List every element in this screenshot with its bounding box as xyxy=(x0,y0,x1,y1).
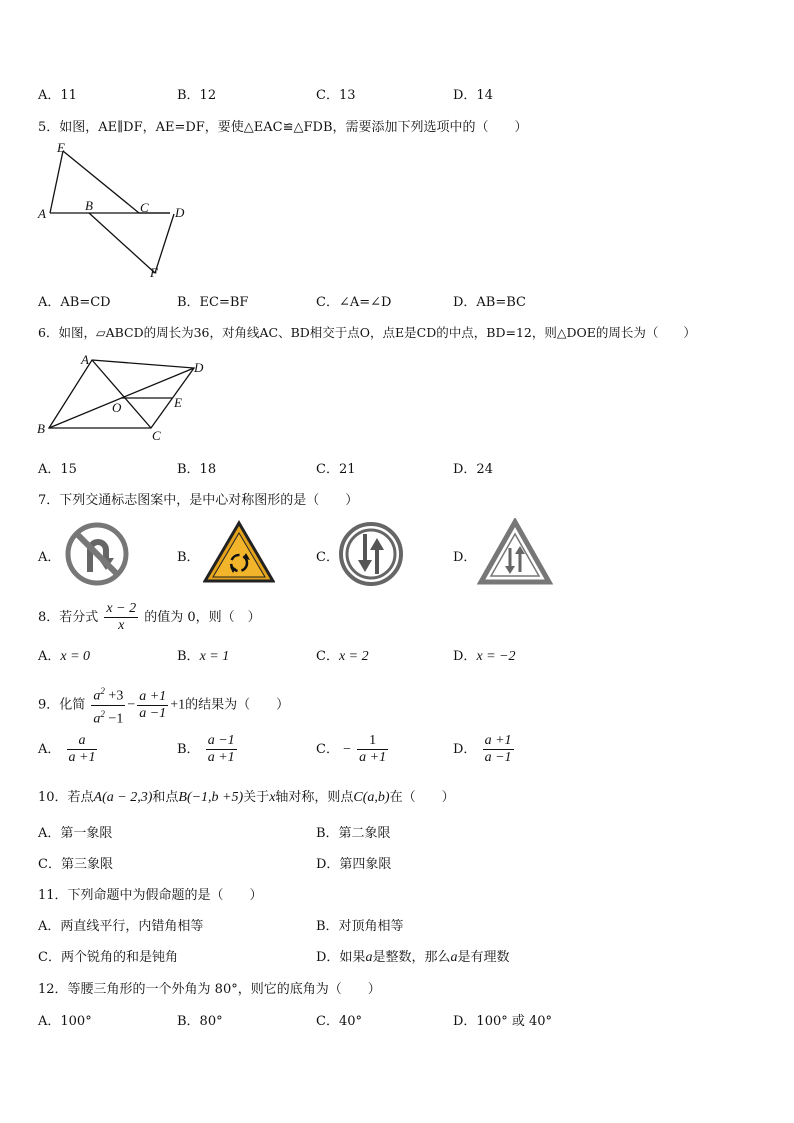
q10-stem-mid: 和点 xyxy=(152,790,179,805)
two-way-traffic-sign-icon xyxy=(337,520,405,588)
q9-option-b-fraction xyxy=(206,733,237,766)
q9-fraction-1-denominator xyxy=(91,706,125,728)
q12-option-a: A．100° xyxy=(38,1014,92,1029)
two-way-traffic-warning-sign-icon xyxy=(477,518,553,586)
q6-option-c: C．21 xyxy=(316,462,356,477)
q11-option-d-var2: a xyxy=(450,950,458,965)
q9-option-c-numerator: 1 xyxy=(357,733,388,750)
q9-fraction-2-denominator: a −1 xyxy=(139,705,167,721)
q7-option-a-label: A． xyxy=(38,550,61,565)
q9-option-c-label: C． xyxy=(316,742,339,757)
q5-label-b: B xyxy=(85,198,93,213)
q5-option-a: A．AB=CD xyxy=(38,295,111,310)
q9-option-d-label: D． xyxy=(453,742,477,757)
q8-fraction-denominator: x xyxy=(118,618,125,633)
q5-label-f: F xyxy=(150,265,158,280)
q9-stem xyxy=(38,683,289,727)
q8-fraction-numerator: x − 2 xyxy=(106,601,137,616)
q12-option-d: D．100° 或 40° xyxy=(453,1014,553,1029)
q5-option-d: D．AB=BC xyxy=(453,295,526,310)
q9-option-a-numerator: a xyxy=(67,733,98,750)
q9-option-a-label: A． xyxy=(38,742,61,757)
q8-stem xyxy=(38,601,261,634)
q9-option-b xyxy=(177,733,239,766)
q9-option-d-numerator: a +1 xyxy=(484,733,512,748)
q9-option-d-denominator: a −1 xyxy=(484,750,512,765)
q6-option-b: B．18 xyxy=(177,462,217,477)
q8-option-d-value: x = −2 xyxy=(476,649,516,664)
q11-option-d-var1: a xyxy=(365,950,373,965)
q9-minus: − xyxy=(127,697,136,713)
q11-option-c: C．两个锐角的和是钝角 xyxy=(38,950,178,965)
q5-label-a: A xyxy=(38,206,46,221)
q9-option-a-denominator: a +1 xyxy=(68,750,96,765)
q9-option-c-sign: − xyxy=(343,742,351,757)
q5-option-c: C．∠A=∠D xyxy=(316,295,392,310)
q10-stem-mid2: 关于 xyxy=(243,790,270,805)
q10-stem xyxy=(38,786,455,806)
q5-label-e: E xyxy=(57,140,65,155)
q5-figure xyxy=(34,140,194,285)
q9-f1-num-sup: 2 xyxy=(100,686,105,696)
q6-label-o: O xyxy=(112,400,122,415)
q10-point-a: A(a − 2,3) xyxy=(93,790,153,805)
q12-option-c: C．40° xyxy=(316,1014,362,1029)
q9-option-d xyxy=(453,733,516,766)
q6-option-a: A．15 xyxy=(38,462,77,477)
q10-option-b: B．第二象限 xyxy=(316,826,391,841)
q6-option-d: D．24 xyxy=(453,462,493,477)
q9-f1-num-base: a xyxy=(93,688,101,704)
q11-option-a: A．两直线平行，内错角相等 xyxy=(38,919,204,934)
q8-option-a-value: x = 0 xyxy=(60,649,91,664)
q9-option-c xyxy=(316,733,390,766)
q9-stem-post: 的结果为（ ） xyxy=(185,697,290,713)
q9-option-a xyxy=(38,733,99,766)
q10-axis: x xyxy=(269,790,276,805)
q8-option-a xyxy=(38,645,90,665)
q9-f1-den-sup: 2 xyxy=(100,708,105,719)
q5-stem: 5．如图，AE∥DF，AE=DF，要使△EAC≌△FDB，需要添加下列选项中的（ ） xyxy=(38,120,528,135)
q9-f1-den-base: a xyxy=(93,711,101,727)
q8-option-a-label: A． xyxy=(38,649,61,664)
q9-option-c-fraction xyxy=(357,733,388,766)
q4-option-a: A．11 xyxy=(38,88,77,103)
q10-point-c: C(a,b) xyxy=(353,790,390,805)
q11-option-d-pre: D．如果 xyxy=(316,950,366,965)
q4-option-b: B．12 xyxy=(177,88,217,103)
q10-option-c: C．第三象限 xyxy=(38,857,113,872)
q9-fraction-2-numerator: a +1 xyxy=(139,688,167,704)
q6-label-d: D xyxy=(194,360,204,375)
q9-fraction-1-numerator xyxy=(91,683,125,706)
q10-stem-post: 在（ ） xyxy=(389,790,455,805)
q4-option-c: C．13 xyxy=(316,88,356,103)
q8-option-c xyxy=(316,645,369,665)
q12-stem: 12．等腰三角形的一个外角为 80°，则它的底角为（ ） xyxy=(38,982,381,997)
q8-option-d-label: D． xyxy=(453,649,477,664)
q9-option-b-numerator: a −1 xyxy=(207,733,235,748)
q6-label-c: C xyxy=(152,428,161,443)
no-u-turn-sign-icon xyxy=(63,520,131,588)
q10-option-a: A．第一象限 xyxy=(38,826,113,841)
roundabout-warning-sign-icon xyxy=(203,520,275,584)
q7-option-d-label: D． xyxy=(453,550,477,565)
q5-option-b: B．EC=BF xyxy=(177,295,249,310)
q8-stem-pre: 8．若分式 xyxy=(38,610,99,625)
q8-fraction xyxy=(104,601,138,634)
q8-option-b-label: B． xyxy=(177,649,200,664)
q6-figure xyxy=(34,350,214,445)
q11-option-d-post: 是有理数 xyxy=(457,950,510,965)
q12-option-b: B．80° xyxy=(177,1014,223,1029)
q9-f1-den-rest: −1 xyxy=(104,711,124,727)
q9-option-b-denominator: a +1 xyxy=(207,750,235,765)
q10-stem-pre: 10．若点 xyxy=(38,790,94,805)
q9-stem-pre: 9．化简 xyxy=(38,697,86,713)
q9-fraction-1 xyxy=(91,683,125,727)
q7-option-c-label: C． xyxy=(316,550,339,565)
q5-label-c: C xyxy=(140,200,149,215)
q8-option-d xyxy=(453,645,516,665)
q10-option-d: D．第四象限 xyxy=(316,857,392,872)
q9-option-d-fraction xyxy=(483,733,514,766)
q9-option-a-fraction xyxy=(67,733,98,766)
q11-stem: 11．下列命题中为假命题的是（ ） xyxy=(38,888,263,903)
q6-stem: 6．如图，▱ABCD的周长为36，对角线AC、BD相交于点O，点E是CD的中点，BD=12，则△DOE的周长为（ ） xyxy=(38,325,696,340)
q8-stem-post: 的值为 0，则（ ） xyxy=(144,610,261,625)
q11-option-d-mid: 是整数，那么 xyxy=(372,950,451,965)
q9-plus-one: +1 xyxy=(170,697,186,713)
q8-option-b-value: x = 1 xyxy=(199,649,230,664)
q6-label-a: A xyxy=(81,352,89,367)
q7-stem: 7．下列交通标志图案中，是中心对称图形的是（ ） xyxy=(38,493,359,508)
q10-stem-mid3: 轴对称，则点 xyxy=(275,790,354,805)
q11-option-d xyxy=(316,946,509,966)
q10-point-b: B(−1,b +5) xyxy=(178,790,244,805)
q9-option-b-label: B． xyxy=(177,742,200,757)
q8-option-c-label: C． xyxy=(316,649,339,664)
q9-option-c-denominator: a +1 xyxy=(359,750,387,765)
q4-option-d: D．14 xyxy=(453,88,493,103)
q8-option-b xyxy=(177,645,229,665)
q6-label-b: B xyxy=(37,421,45,436)
q8-option-c-value: x = 2 xyxy=(338,649,369,664)
q11-option-b: B．对顶角相等 xyxy=(316,919,404,934)
q5-label-d: D xyxy=(175,205,185,220)
q9-f1-num-rest: +3 xyxy=(104,688,124,704)
q6-label-e: E xyxy=(174,395,182,410)
q7-option-b-label: B． xyxy=(177,550,200,565)
q9-fraction-2 xyxy=(137,689,168,722)
